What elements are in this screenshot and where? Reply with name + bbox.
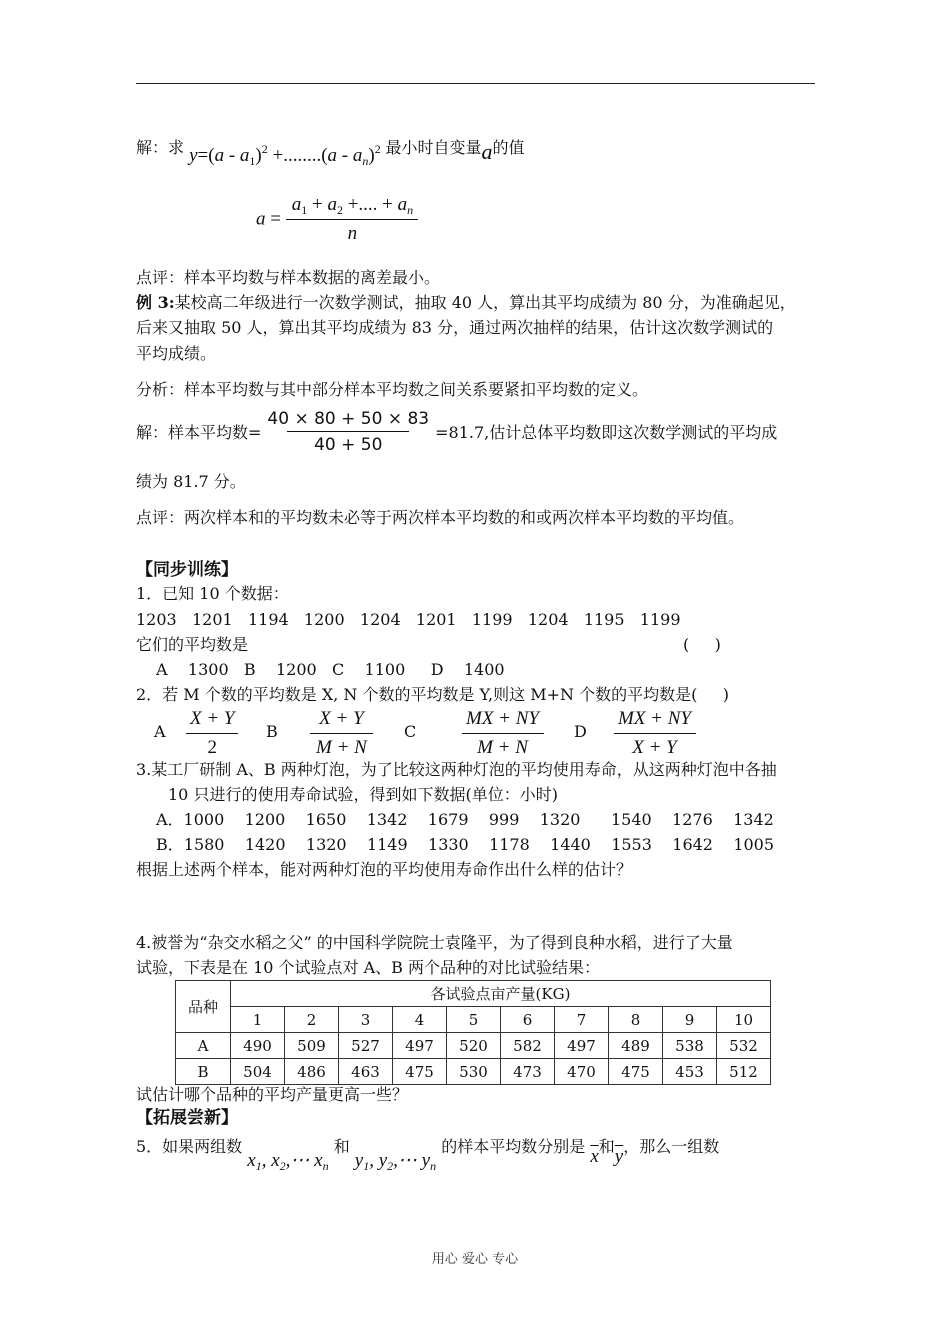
solution-suffix: 最小时自变量 [385,138,482,157]
q4-ask: 试估计哪个品种的平均产量更高一些？ [136,1085,409,1104]
solution3-line2: 绩为 81.7 分。 [136,472,246,491]
q2-option-a: $\frac{X + Y}{2}$ [184,708,241,760]
site-cell: 6 [501,1007,555,1033]
q5-suffix: ，那么一组数 [623,1137,720,1156]
q5-prefix: 5．如果两组数 [136,1137,243,1156]
q2-stem: 2．若 M 个数的平均数是 X, N 个数的平均数是 Y,则这 M+N 个数的平均数是( ) [136,685,730,704]
q2-option-c-label: C [404,722,417,741]
value-cell: 475 [609,1059,663,1085]
min-equation: $y=(a - a_1)^2 +........(a - a_n)^2$ [189,142,381,168]
table-row [176,1059,771,1085]
value-cell: 530 [447,1059,501,1085]
analysis: 分析：样本平均数与其中部分样本平均数之间关系要紧扣平均数的定义。 [136,380,649,399]
q4-line1: 4.被誉为“杂交水稻之父” 的中国科学院院士袁隆平，为了得到良种水稻，进行了大量 [136,933,733,952]
q3-row-b: B．1580 1420 1320 1149 1330 1178 1440 1553 1642 1005 [156,835,775,854]
q3-ask: 根据上述两个样本，能对两种灯泡的平均使用寿命作出什么样的估计？ [136,860,633,879]
q2-option-b: $\frac{X + Y}{M + N}$ [310,708,373,760]
value-cell: 473 [501,1059,555,1085]
site-cell: 4 [393,1007,447,1033]
x-sequence: $x_1$, $x_2,\cdots$ $x_n$ [247,1150,329,1173]
solution3-prefix: 解：样本平均数= [136,422,262,442]
q1-answer-paren: ( ) [683,635,721,654]
value-cell: 538 [663,1033,717,1059]
value-cell: 497 [555,1033,609,1059]
y-sequence: $y_1$, $y_2,\cdots$ $y_n$ [354,1150,437,1173]
solution-min-line [136,133,525,168]
example3-text: 某校高二年级进行一次数学测试，抽取 40 人，算出其平均成绩为 80 分，为准确起见， [174,293,796,312]
value-cell: 509 [285,1033,339,1059]
q5-line [136,1136,816,1173]
value-cell: 520 [447,1033,501,1059]
site-cell: 5 [447,1007,501,1033]
value-cell: 582 [501,1033,555,1059]
comment-2: 点评：两次样本和的平均数未必等于两次样本平均数的和或两次样本平均数的平均值。 [136,508,745,527]
q3-line2: 10 只进行的使用寿命试验，得到如下数据(单位：小时) [168,785,558,804]
table-head-variety: 品种 [176,981,231,1033]
q2-option-d: $\frac{MX + NY}{X + Y}$ [612,708,697,760]
value-cell: 489 [609,1033,663,1059]
value-cell: 475 [393,1059,447,1085]
table-row [176,1033,771,1059]
value-cell: 532 [717,1033,771,1059]
example3-line3: 平均成绩。 [136,344,217,363]
q5-and2: 和 [598,1137,615,1156]
section-sync: 【同步训练】 [136,560,238,580]
solution3-fraction: $\frac{40 \times 80 + 50 \times 83}{40 + 50}$ [267,409,430,456]
site-cell: 10 [717,1007,771,1033]
example3-label: 例 3: [136,293,175,312]
site-cell: 7 [555,1007,609,1033]
variable-a: a [481,139,493,164]
value-cell: 497 [393,1033,447,1059]
q1-data: 1203 1201 1194 1200 1204 1201 1199 1204 1195 1199 [136,610,681,629]
solution-prefix: 解：求 [136,138,185,157]
example3-line1 [136,293,796,312]
site-cell: 2 [285,1007,339,1033]
value-cell: 463 [339,1059,393,1085]
example3-line2: 后来又抽取 50 人，算出其平均成绩为 83 分，通过两次抽样的结果，估计这次数学测试的 [136,318,774,337]
site-cell: 1 [231,1007,285,1033]
x-bar: $\overline{x}$ [590,1146,599,1167]
yield-table [175,980,771,1085]
q3-line1: 3.某工厂研制 A、B 两种灯泡，为了比较这两种灯泡的平均使用寿命，从这两种灯泡中各抽 [136,760,777,779]
table-row-sites [176,1007,771,1033]
site-cell: 9 [663,1007,717,1033]
q5-mid: 的样本平均数分别是 [441,1137,586,1156]
value-cell: 470 [555,1059,609,1085]
comment-1: 点评：样本平均数与样本数据的离差最小。 [136,268,441,287]
value-cell: 504 [231,1059,285,1085]
variety-cell: A [176,1033,231,1059]
value-cell: 453 [663,1059,717,1085]
site-cell: 3 [339,1007,393,1033]
value-cell: 486 [285,1059,339,1085]
variety-cell: B [176,1059,231,1085]
solution3-suffix: =81.7,估计总体平均数即这次数学测试的平均成 [435,422,778,442]
q2-option-d-label: D [574,722,587,741]
mean-formula: a = $\frac{a_1 + a_2 +.... + a_n}{n}$ [256,194,419,246]
q1-stem: 1．已知 10 个数据： [136,584,289,603]
solution3-line1 [136,409,777,456]
q2-options [154,708,714,756]
section-extension: 【拓展尝新】 [136,1108,238,1128]
header-rule [136,83,815,84]
page-footer: 用心 爱心 专心 [431,1252,519,1267]
solution-suffix2: 的值 [492,138,525,157]
table-title: 各试验点亩产量(KG) [231,981,771,1007]
q1-options: A 1300 B 1200 C 1100 D 1400 [156,660,505,679]
q2-option-b-label: B [266,722,278,741]
q1-ask: 它们的平均数是 [136,635,249,654]
value-cell: 490 [231,1033,285,1059]
q3-row-a: A．1000 1200 1650 1342 1679 999 1320 1540 1276 1342 [156,810,774,829]
q5-and: 和 [333,1137,350,1156]
value-cell: 527 [339,1033,393,1059]
q2-option-c: $\frac{MX + NY}{M + N}$ [460,708,545,760]
y-bar: $\overline{y}$ [614,1146,624,1167]
q4-line2: 试验，下表是在 10 个试验点对 A、B 两个品种的对比试验结果： [136,958,601,977]
value-cell: 512 [717,1059,771,1085]
q2-option-a-label: A [154,722,166,741]
site-cell: 8 [609,1007,663,1033]
